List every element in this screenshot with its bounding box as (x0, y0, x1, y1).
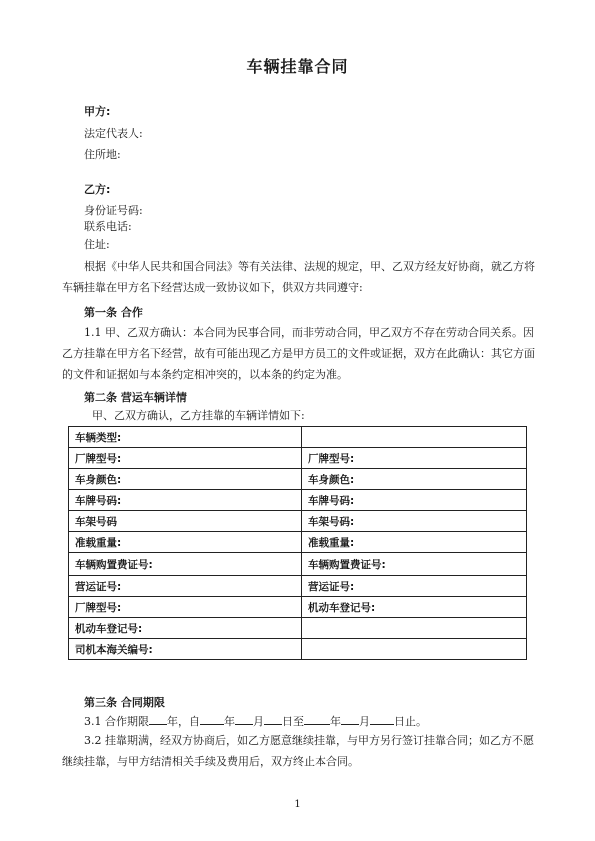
vehicle-field-right[interactable] (302, 427, 527, 448)
vehicle-field-left[interactable]: 厂牌型号: (69, 597, 302, 618)
party-a-address: 住所地: (84, 148, 121, 161)
table-row (69, 576, 527, 597)
term-years: 年，自 (167, 715, 200, 728)
party-b-phone: 联系电话: (84, 220, 132, 233)
table-row (69, 618, 527, 639)
table-row (69, 553, 527, 576)
vehicle-field-left[interactable]: 机动车登记号: (69, 618, 302, 639)
vehicle-field-left[interactable]: 车辆购置费证号: (69, 553, 302, 576)
table-row (69, 511, 527, 532)
vehicle-field-right[interactable]: 厂牌型号: (302, 448, 527, 469)
term-start-day-unit: 日至 (282, 715, 304, 728)
page-number: 1 (294, 799, 301, 810)
blank-end-month[interactable] (341, 713, 359, 725)
document-title: 车辆挂靠合同 (246, 57, 349, 76)
article-1-heading: 第一条 合作 (84, 306, 143, 319)
vehicle-field-left[interactable]: 司机本海关编号: (69, 639, 302, 660)
table-row (69, 448, 527, 469)
term-prefix: 3.1 合作期限 (84, 715, 149, 728)
party-a-representative: 法定代表人: (84, 127, 143, 140)
vehicle-field-right[interactable]: 车架号码: (302, 511, 527, 532)
vehicle-field-left[interactable]: 车牌号码: (69, 490, 302, 511)
term-end-month-unit: 月 (359, 715, 370, 728)
vehicle-details-table (68, 426, 527, 660)
vehicle-field-right[interactable]: 车辆购置费证号: (302, 553, 527, 576)
term-start-month-unit: 月 (253, 715, 264, 728)
party-b-address: 住址: (84, 238, 110, 251)
vehicle-field-left[interactable]: 车辆类型: (69, 427, 302, 448)
party-b-label: 乙方: (84, 183, 111, 196)
party-b-id-number: 身份证号码: (84, 204, 143, 217)
article-1-body: 1.1 甲、乙双方确认：本合同为民事合同，而非劳动合同，甲乙双方不存在劳动合同关系。因乙方挂靠在甲方名下经营，故有可能出现乙方是甲方员工的文件或证据，双方在此确认：其它方面的文件和证据如与本条约定相冲突的，以本条的约定为准。 (62, 326, 535, 381)
table-row (69, 427, 527, 448)
blank-start-day[interactable] (264, 713, 282, 725)
blank-end-day[interactable] (370, 713, 394, 725)
vehicle-field-right[interactable]: 车牌号码: (302, 490, 527, 511)
vehicle-field-left[interactable]: 营运证号: (69, 576, 302, 597)
vehicle-field-left[interactable]: 厂牌型号: (69, 448, 302, 469)
term-end-year-unit: 年 (330, 715, 341, 728)
blank-years[interactable] (149, 713, 167, 725)
vehicle-field-right[interactable]: 车身颜色: (302, 469, 527, 490)
vehicle-field-right[interactable] (302, 639, 527, 660)
article-3-heading: 第三条 合同期限 (84, 696, 165, 709)
vehicle-field-left[interactable]: 准载重量: (69, 532, 302, 553)
vehicle-field-left[interactable]: 车架号码 (69, 511, 302, 532)
article-2-intro: 甲、乙双方确认，乙方挂靠的车辆详情如下: (92, 409, 305, 422)
term-end-day-unit: 日止。 (394, 715, 427, 728)
article-2-heading: 第二条 营运车辆详情 (84, 391, 187, 404)
blank-end-year[interactable] (304, 713, 330, 725)
table-row (69, 490, 527, 511)
table-row (69, 597, 527, 618)
blank-start-year[interactable] (200, 713, 224, 725)
vehicle-field-right[interactable] (302, 618, 527, 639)
term-line (84, 713, 427, 729)
article-3-renewal: 3.2 挂靠期满，经双方协商后，如乙方愿意继续挂靠，与甲方另行签订挂靠合同；如乙方不愿继续挂靠，与甲方结清相关手续及费用后，双方终止本合同。 (62, 734, 534, 768)
party-a-label: 甲方: (84, 105, 111, 118)
vehicle-field-right[interactable]: 准载重量: (302, 532, 527, 553)
table-row (69, 639, 527, 660)
vehicle-field-right[interactable]: 营运证号: (302, 576, 527, 597)
blank-start-month[interactable] (235, 713, 253, 725)
vehicle-field-right[interactable]: 机动车登记号: (302, 597, 527, 618)
table-row (69, 532, 527, 553)
vehicle-field-left[interactable]: 车身颜色: (69, 469, 302, 490)
term-start-year-unit: 年 (224, 715, 235, 728)
preamble-paragraph: 根据《中华人民共和国合同法》等有关法律、法规的规定，甲、乙双方经友好协商，就乙方将车辆挂靠在甲方名下经营达成一致协议如下，供双方共同遵守: (62, 260, 535, 294)
table-row (69, 469, 527, 490)
